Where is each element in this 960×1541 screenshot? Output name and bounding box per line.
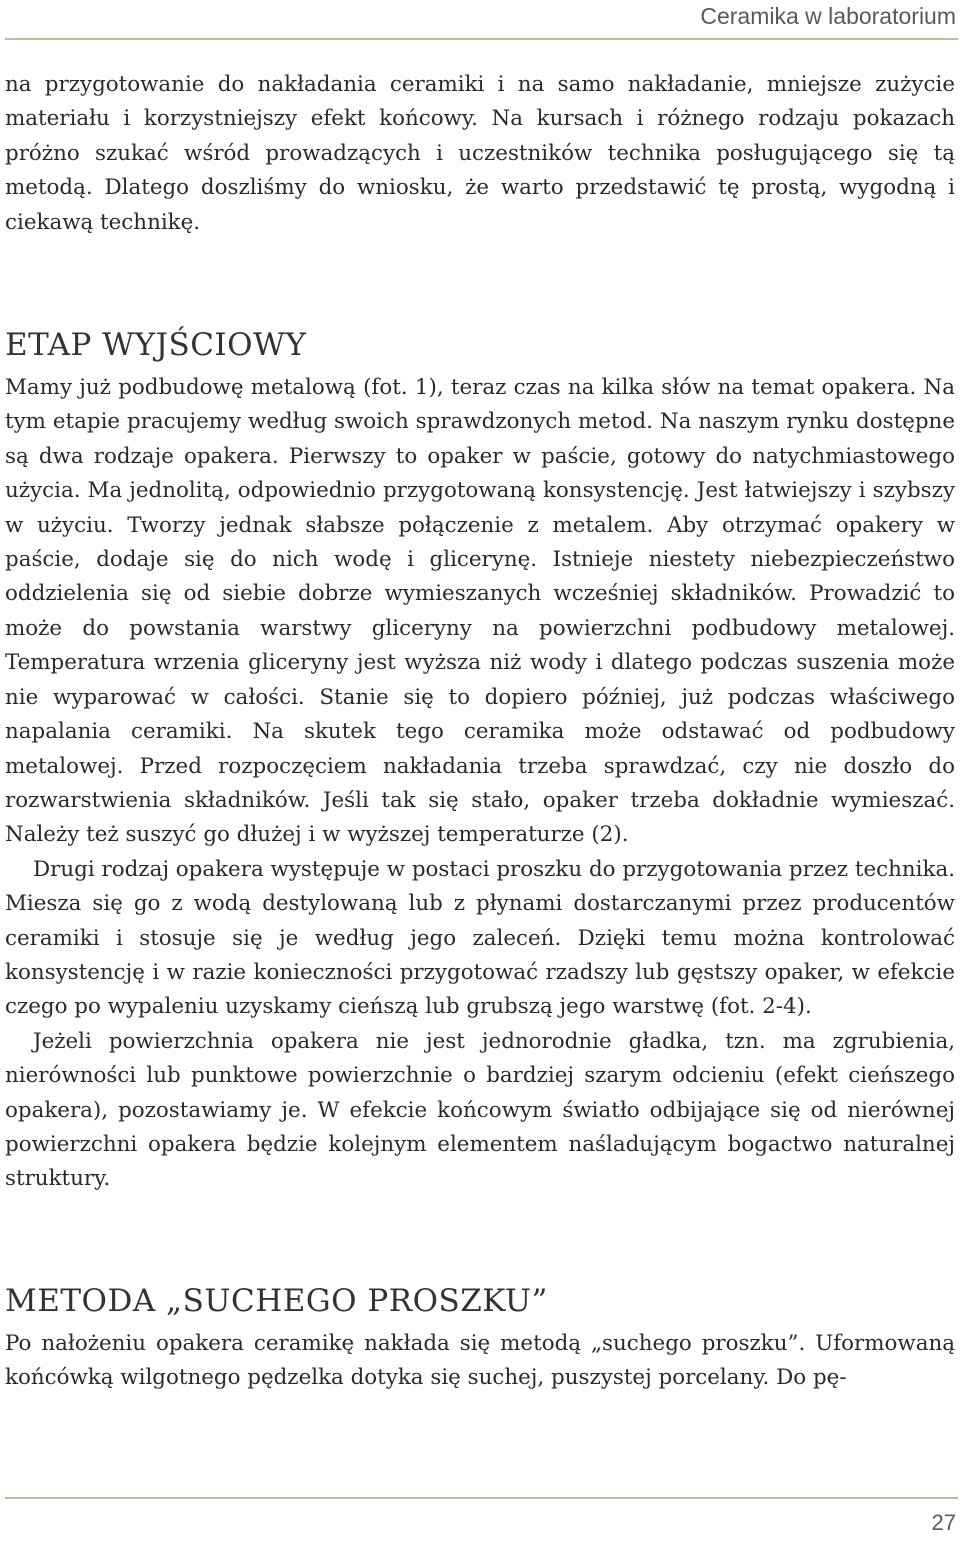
etap-paragraph-3: Jeżeli powierzchnia opakera nie jest jednorodnie gładka, tzn. ma zgrubienia, nierówności lub punktowe powierzchnie o bardziej szarym odcieniu (efekt cieńszego opakera), pozostawiamy je. W efekcie końcowym światło odbijające się od nierównej powierzchni opakera będzie kolejnym elementem naśladującym bogactwo naturalnej struktury.: [5, 1028, 955, 1192]
page-number: 27: [931, 1510, 956, 1535]
etap-paragraph-1: Mamy już podbudowę metalową (fot. 1), teraz czas na kilka słów na temat opakera. Na tym etapie pracujemy według swoich sprawdzonych metod. Na naszym rynku dostępne są dwa rodzaje opakera. Pierwszy to opaker w paście, gotowy do natychmiastowego użycia. Ma jednolitą, odpowiednio przygotowaną konsystencję. Jest łatwiejszy i szybszy w użyciu. Tworzy jednak słabsze połączenie z metalem. Aby otrzymać opakery w paście, dodaje się do nich wodę i glicerynę. Istnieje niestety niebezpieczeństwo oddzielenia się od siebie dobrze wymieszanych wcześniej składników. Prowadzić to może do powstania warstwy gliceryny na powierzchni podbudowy metalowej. Temperatura wrzenia gliceryny jest wyższa niż wody i dlatego podczas suszenia może nie wyparować w całości. Stanie się to dopiero później, już podczas właściwego napalania ceramiki. Na skutek tego ceramika może odstawać od podbudowy metalowej. Przed rozpoczęciem nakładania trzeba sprawdzać, czy nie doszło do rozwarstwienia składników. Jeśli tak się stało, opaker trzeba dokładnie wymieszać. Należy też suszyć go dłużej i w wyższej temperaturze (2).: [5, 375, 955, 848]
intro-paragraph: na przygotowanie do nakładania ceramiki i na samo nakładanie, mniejsze zużycie materiału i korzystniejszy efekt końcowy. Na kursach i różnego rodzaju pokazach próżno szukać wśród prowadzących i uczestników technika posługującego się tą metodą. Dlatego doszliśmy do wniosku, że warto przedstawić tę prostą, wygodną i ciekawą technikę.: [5, 72, 955, 235]
header-rule: [5, 38, 958, 40]
section-heading-metoda: METODA „SUCHEGO PROSZKU”: [5, 1282, 548, 1319]
running-title: Ceramika w laboratorium: [700, 3, 956, 29]
page-content: [5, 68, 955, 1396]
running-header: [0, 0, 956, 36]
section-heading-etap: ETAP WYJŚCIOWY: [5, 327, 307, 364]
metoda-paragraph: Po nałożeniu opakera ceramikę nakłada się metodą „suchego proszku”. Uformowaną końcówką wilgotnego pędzelka dotyka się suchej, puszystej porcelany. Do pę-: [5, 1330, 955, 1391]
footer-rule: [5, 1497, 958, 1499]
etap-paragraph-2: Drugi rodzaj opakera występuje w postaci proszku do przygotowania przez technika. Miesza się go z wodą destylowaną lub z płynami dostarczanymi przez producentów ceramiki i stosuje się je według jego zaleceń. Dzięki temu można kontrolować konsystencję i w razie konieczności przygotować rzadszy lub gęstszy opaker, w efekcie czego po wypaleniu uzyskamy cieńszą lub grubszą jego warstwę (fot. 2-4).: [5, 856, 955, 1020]
